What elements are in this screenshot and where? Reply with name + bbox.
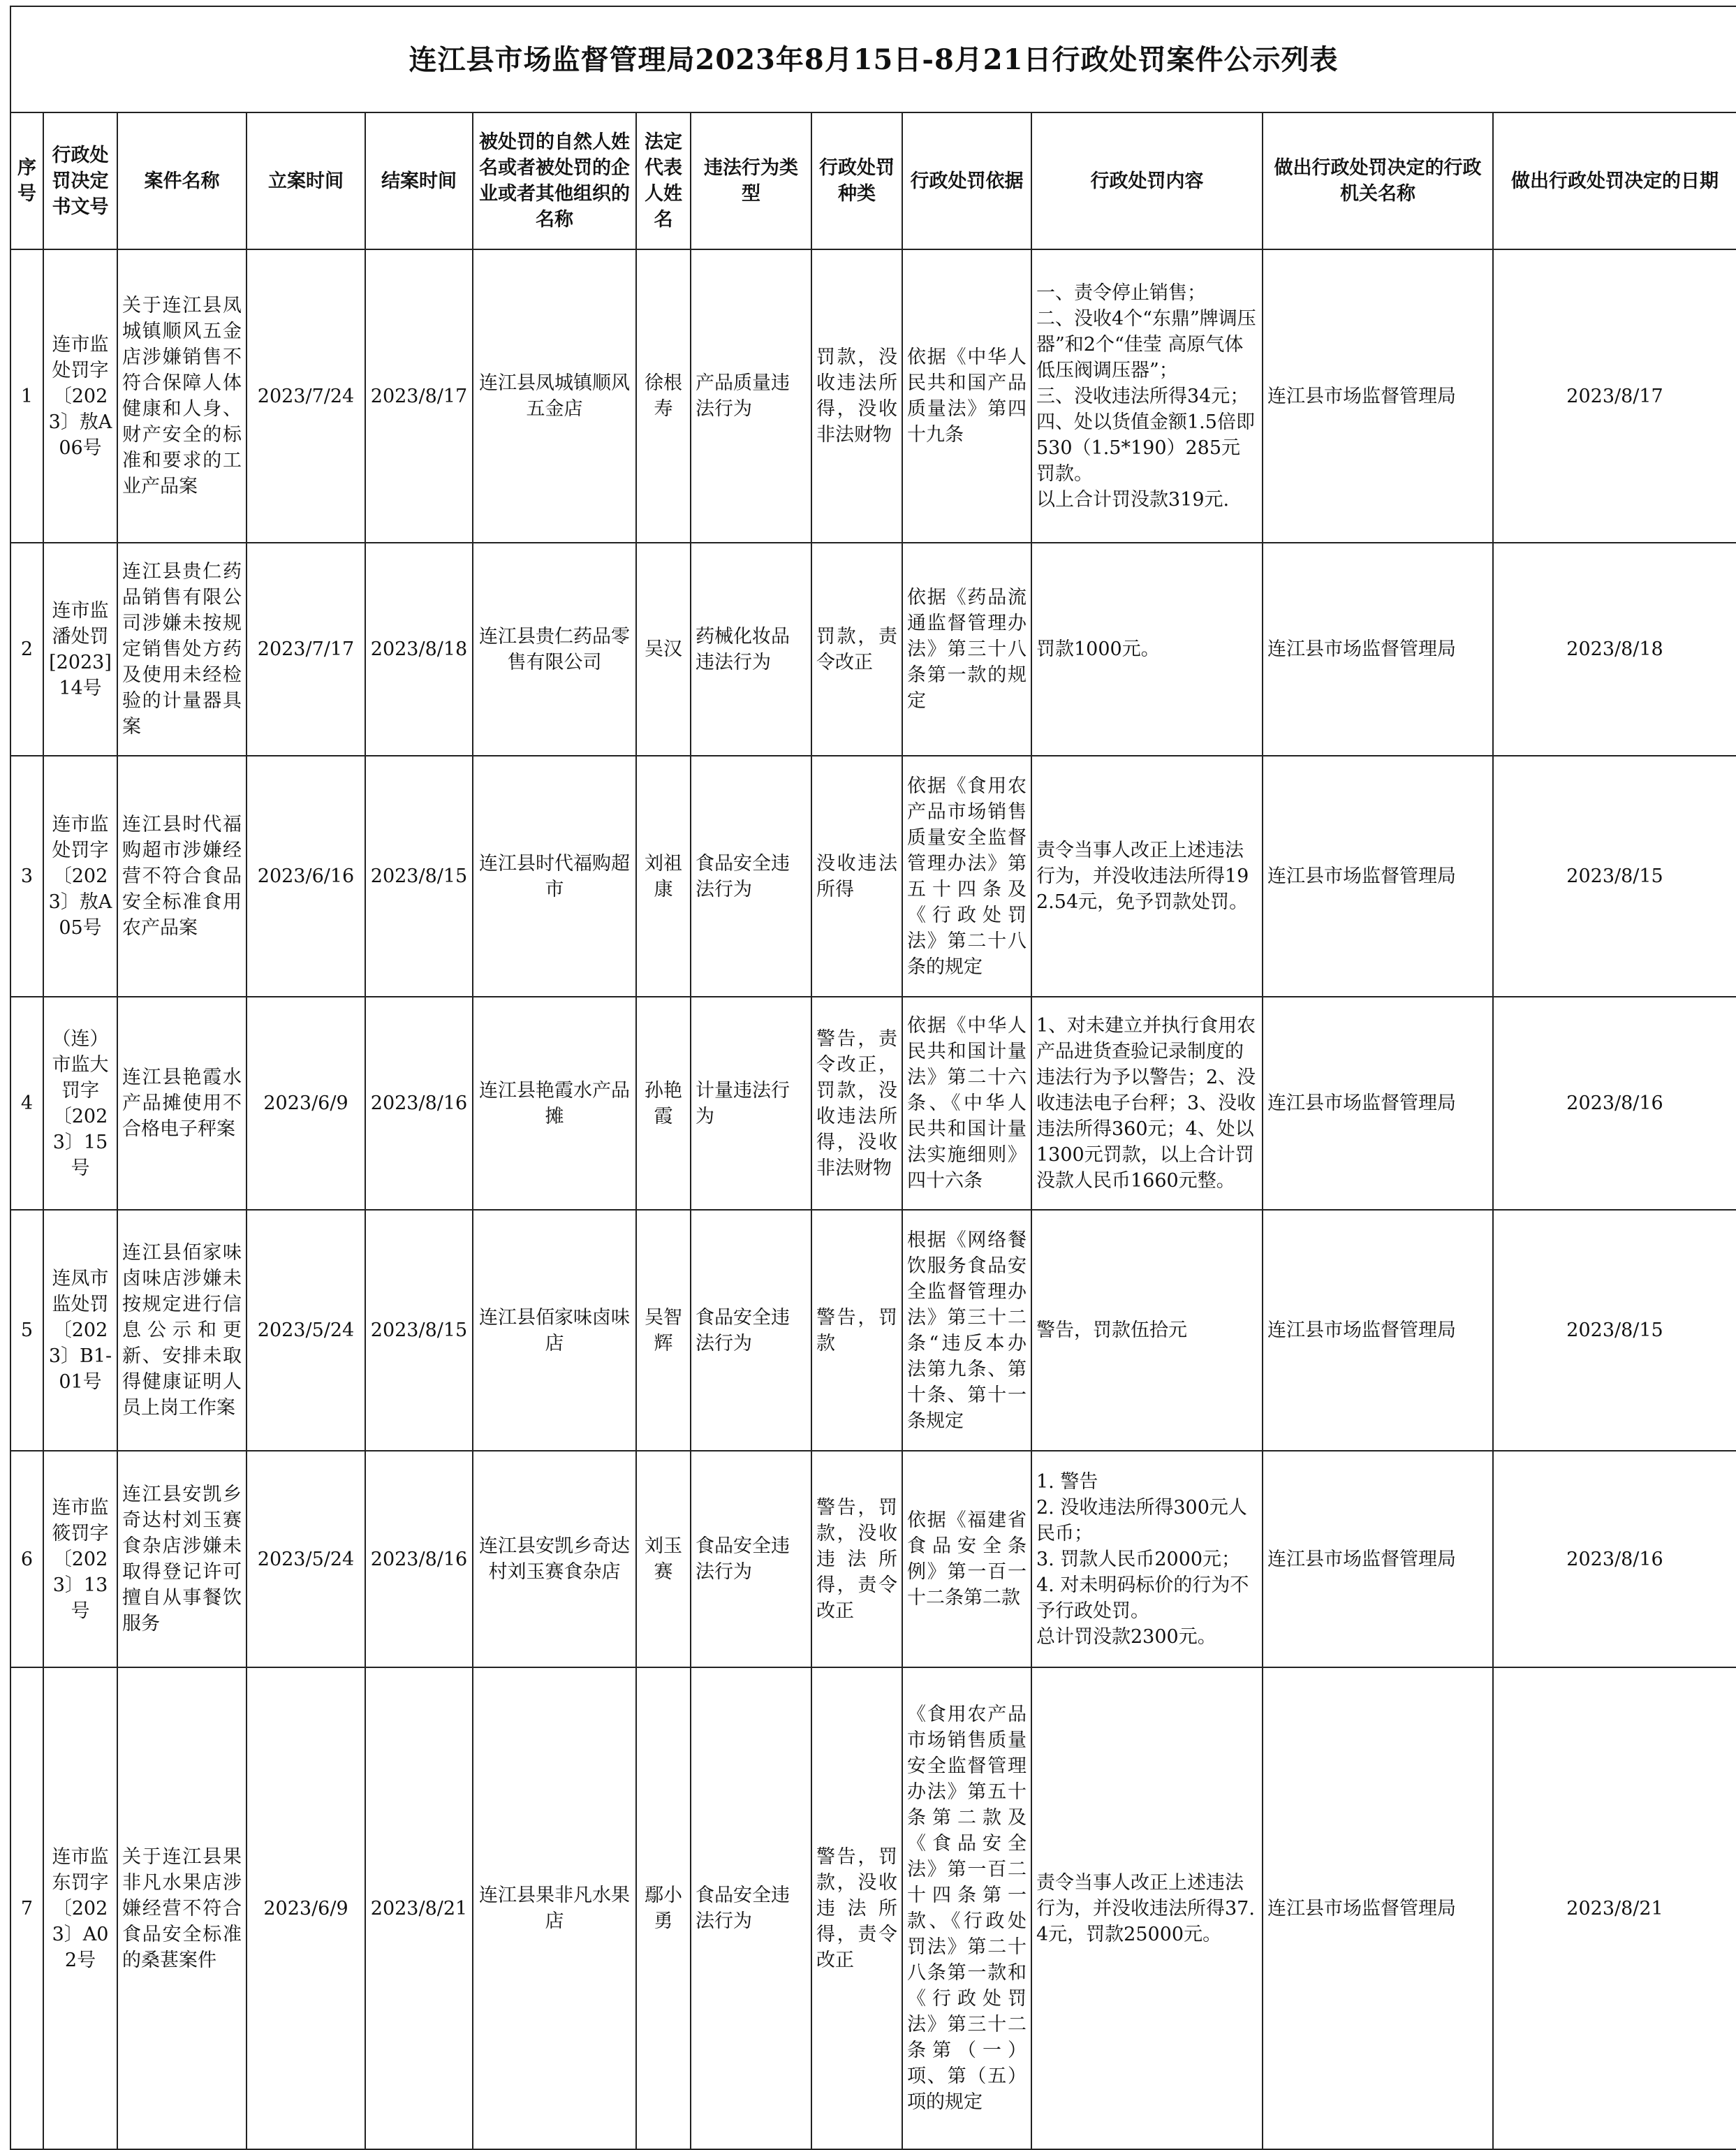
- cell-filed: 2023/7/17: [247, 543, 365, 756]
- cell-authority: 连江县市场监督管理局: [1263, 249, 1493, 543]
- header-penalty-type: 行政处罚种类: [811, 112, 902, 249]
- cell-doc-no: 连市监东罚字〔2023〕A02号: [43, 1667, 117, 2149]
- cell-filed: 2023/6/16: [247, 756, 365, 997]
- cell-violation: 食品安全违法行为: [691, 1210, 811, 1451]
- cell-penalty-type: 警告，罚款，没收违法所得，责令改正: [811, 1451, 902, 1667]
- cell-basis: 依据《药品流通监督管理办法》第三十八条第一款的规定: [902, 543, 1031, 756]
- cell-violation: 计量违法行为: [691, 997, 811, 1210]
- penalty-table: [10, 6, 1736, 2150]
- cell-violation: 食品安全违法行为: [691, 1451, 811, 1667]
- cell-violation: 产品质量违法行为: [691, 249, 811, 543]
- cell-case-name: 连江县艳霞水产品摊使用不合格电子秤案: [117, 997, 247, 1210]
- header-seq: 序号: [10, 112, 43, 249]
- table-row: [10, 249, 1736, 543]
- cell-doc-no: （连）市监大罚字〔2023〕15号: [43, 997, 117, 1210]
- cell-seq: 2: [10, 543, 43, 756]
- cell-party: 连江县安凯乡奇达村刘玉赛食杂店: [473, 1451, 636, 1667]
- cell-authority: 连江县市场监督管理局: [1263, 997, 1493, 1210]
- cell-date: 2023/8/16: [1493, 1451, 1736, 1667]
- cell-seq: 6: [10, 1451, 43, 1667]
- cell-case-name: 连江县安凯乡奇达村刘玉赛食杂店涉嫌未取得登记许可擅自从事餐饮服务: [117, 1451, 247, 1667]
- cell-doc-no: 连市监处罚字〔2023〕敖A05号: [43, 756, 117, 997]
- header-doc-no: 行政处罚决定书文号: [43, 112, 117, 249]
- cell-authority: 连江县市场监督管理局: [1263, 1667, 1493, 2149]
- title-row: [10, 6, 1736, 112]
- cell-basis: 《食用农产品市场销售质量安全监督管理办法》第五十条第二款及《食品安全法》第一百二十四条第一款、《行政处罚法》第二十八条第一款和《行政处罚法》第三十二条第（一）项、第（五）项的规定: [902, 1667, 1031, 2149]
- cell-seq: 3: [10, 756, 43, 997]
- header-basis: 行政处罚依据: [902, 112, 1031, 249]
- cell-seq: 7: [10, 1667, 43, 2149]
- cell-basis: 依据《食用农产品市场销售质量安全监督管理办法》第五十四条及《行政处罚法》第二十八条的规定: [902, 756, 1031, 997]
- cell-closed: 2023/8/16: [365, 997, 473, 1210]
- cell-doc-no: 连市监处罚字〔2023〕敖A06号: [43, 249, 117, 543]
- cell-filed: 2023/7/24: [247, 249, 365, 543]
- cell-rep: 孙艳霞: [636, 997, 691, 1210]
- cell-rep: 徐根寿: [636, 249, 691, 543]
- table-title: 连江县市场监督管理局2023年8月15日-8月21日行政处罚案件公示列表: [10, 6, 1736, 112]
- header-violation: 违法行为类型: [691, 112, 811, 249]
- table-row: [10, 1667, 1736, 2149]
- cell-doc-no: 连市监潘处罚[2023]14号: [43, 543, 117, 756]
- table-row: [10, 543, 1736, 756]
- cell-closed: 2023/8/21: [365, 1667, 473, 2149]
- cell-rep: 吴汉: [636, 543, 691, 756]
- cell-rep: 刘祖康: [636, 756, 691, 997]
- cell-date: 2023/8/21: [1493, 1667, 1736, 2149]
- cell-content: 责令当事人改正上述违法行为，并没收违法所得37.4元，罚款25000元。: [1031, 1667, 1263, 2149]
- cell-penalty-type: 没收违法所得: [811, 756, 902, 997]
- table-row: [10, 756, 1736, 997]
- cell-doc-no: 连市监筱罚字〔2023〕13号: [43, 1451, 117, 1667]
- table-row: [10, 1451, 1736, 1667]
- cell-seq: 1: [10, 249, 43, 543]
- header-party: 被处罚的自然人姓名或者被处罚的企业或者其他组织的名称: [473, 112, 636, 249]
- cell-authority: 连江县市场监督管理局: [1263, 756, 1493, 997]
- cell-party: 连江县凤城镇顺风五金店: [473, 249, 636, 543]
- cell-closed: 2023/8/17: [365, 249, 473, 543]
- header-filed: 立案时间: [247, 112, 365, 249]
- cell-party: 连江县果非凡水果店: [473, 1667, 636, 2149]
- cell-content: 罚款1000元。: [1031, 543, 1263, 756]
- penalty-table-sheet: [10, 6, 1736, 2136]
- cell-penalty-type: 警告，责令改正，罚款，没收违法所得，没收非法财物: [811, 997, 902, 1210]
- cell-penalty-type: 罚款，没收违法所得，没收非法财物: [811, 249, 902, 543]
- cell-basis: 依据《中华人民共和国计量法》第二十六条、《中华人民共和国计量法实施细则》四十六条: [902, 997, 1031, 1210]
- cell-authority: 连江县市场监督管理局: [1263, 1451, 1493, 1667]
- header-authority: 做出行政处罚决定的行政机关名称: [1263, 112, 1493, 249]
- cell-closed: 2023/8/15: [365, 756, 473, 997]
- cell-doc-no: 连凤市监处罚〔2023〕B1-01号: [43, 1210, 117, 1451]
- cell-closed: 2023/8/18: [365, 543, 473, 756]
- cell-authority: 连江县市场监督管理局: [1263, 1210, 1493, 1451]
- cell-seq: 5: [10, 1210, 43, 1451]
- cell-party: 连江县佰家味卤味店: [473, 1210, 636, 1451]
- cell-violation: 食品安全违法行为: [691, 756, 811, 997]
- cell-content: 1. 警告 2. 没收违法所得300元人民币； 3. 罚款人民币2000元； 4. 对未明码标价的行为不予行政处罚。 总计罚没款2300元。: [1031, 1451, 1263, 1667]
- cell-content: 警告，罚款伍拾元: [1031, 1210, 1263, 1451]
- cell-date: 2023/8/17: [1493, 249, 1736, 543]
- cell-party: 连江县时代福购超市: [473, 756, 636, 997]
- cell-filed: 2023/6/9: [247, 997, 365, 1210]
- cell-basis: 依据《中华人民共和国产品质量法》第四十九条: [902, 249, 1031, 543]
- cell-closed: 2023/8/15: [365, 1210, 473, 1451]
- cell-content: 责令当事人改正上述违法行为，并没收违法所得192.54元，免予罚款处罚。: [1031, 756, 1263, 997]
- header-content: 行政处罚内容: [1031, 112, 1263, 249]
- cell-case-name: 关于连江县果非凡水果店涉嫌经营不符合食品安全标准的桑葚案件: [117, 1667, 247, 2149]
- header-closed: 结案时间: [365, 112, 473, 249]
- cell-date: 2023/8/18: [1493, 543, 1736, 756]
- cell-basis: 根据《网络餐饮服务食品安全监督管理办法》第三十二条“违反本办法第九条、第十条、第十一条规定: [902, 1210, 1031, 1451]
- cell-basis: 依据《福建省食品安全条例》第一百一十二条第二款: [902, 1451, 1031, 1667]
- header-date: 做出行政处罚决定的日期: [1493, 112, 1736, 249]
- cell-closed: 2023/8/16: [365, 1451, 473, 1667]
- cell-rep: 鄢小勇: [636, 1667, 691, 2149]
- cell-case-name: 连江县时代福购超市涉嫌经营不符合食品安全标准食用农产品案: [117, 756, 247, 997]
- cell-rep: 刘玉赛: [636, 1451, 691, 1667]
- cell-date: 2023/8/15: [1493, 1210, 1736, 1451]
- cell-date: 2023/8/16: [1493, 997, 1736, 1210]
- header-rep: 法定代表人姓名: [636, 112, 691, 249]
- cell-authority: 连江县市场监督管理局: [1263, 543, 1493, 756]
- cell-seq: 4: [10, 997, 43, 1210]
- cell-date: 2023/8/15: [1493, 756, 1736, 997]
- cell-case-name: 连江县佰家味卤味店涉嫌未按规定进行信息公示和更新、安排未取得健康证明人员上岗工作案: [117, 1210, 247, 1451]
- cell-content: 一、责令停止销售； 二、没收4个“东鼎”牌调压器”和2个“佳莹 高原气体低压阀调压器”； 三、没收违法所得34元； 四、处以货值金额1.5倍即530（1.5*190）285元罚款。 以上合计罚没款319元.: [1031, 249, 1263, 543]
- cell-filed: 2023/5/24: [247, 1451, 365, 1667]
- table-row: [10, 997, 1736, 1210]
- header-row: [10, 112, 1736, 249]
- cell-filed: 2023/6/9: [247, 1667, 365, 2149]
- cell-party: 连江县贵仁药品零售有限公司: [473, 543, 636, 756]
- cell-violation: 食品安全违法行为: [691, 1667, 811, 2149]
- cell-rep: 吴智辉: [636, 1210, 691, 1451]
- cell-violation: 药械化妆品违法行为: [691, 543, 811, 756]
- cell-filed: 2023/5/24: [247, 1210, 365, 1451]
- cell-penalty-type: 警告，罚款，没收违法所得，责令改正: [811, 1667, 902, 2149]
- cell-penalty-type: 罚款，责令改正: [811, 543, 902, 756]
- cell-penalty-type: 警告，罚款: [811, 1210, 902, 1451]
- table-row: [10, 1210, 1736, 1451]
- cell-content: 1、对未建立并执行食用农产品进货查验记录制度的违法行为予以警告；2、没收违法电子台秤；3、没收违法所得360元；4、处以1300元罚款，以上合计罚没款人民币1660元整。: [1031, 997, 1263, 1210]
- cell-case-name: 关于连江县凤城镇顺风五金店涉嫌销售不符合保障人体健康和人身、财产安全的标准和要求的工业产品案: [117, 249, 247, 543]
- cell-party: 连江县艳霞水产品摊: [473, 997, 636, 1210]
- header-case-name: 案件名称: [117, 112, 247, 249]
- cell-case-name: 连江县贵仁药品销售有限公司涉嫌未按规定销售处方药及使用未经检验的计量器具案: [117, 543, 247, 756]
